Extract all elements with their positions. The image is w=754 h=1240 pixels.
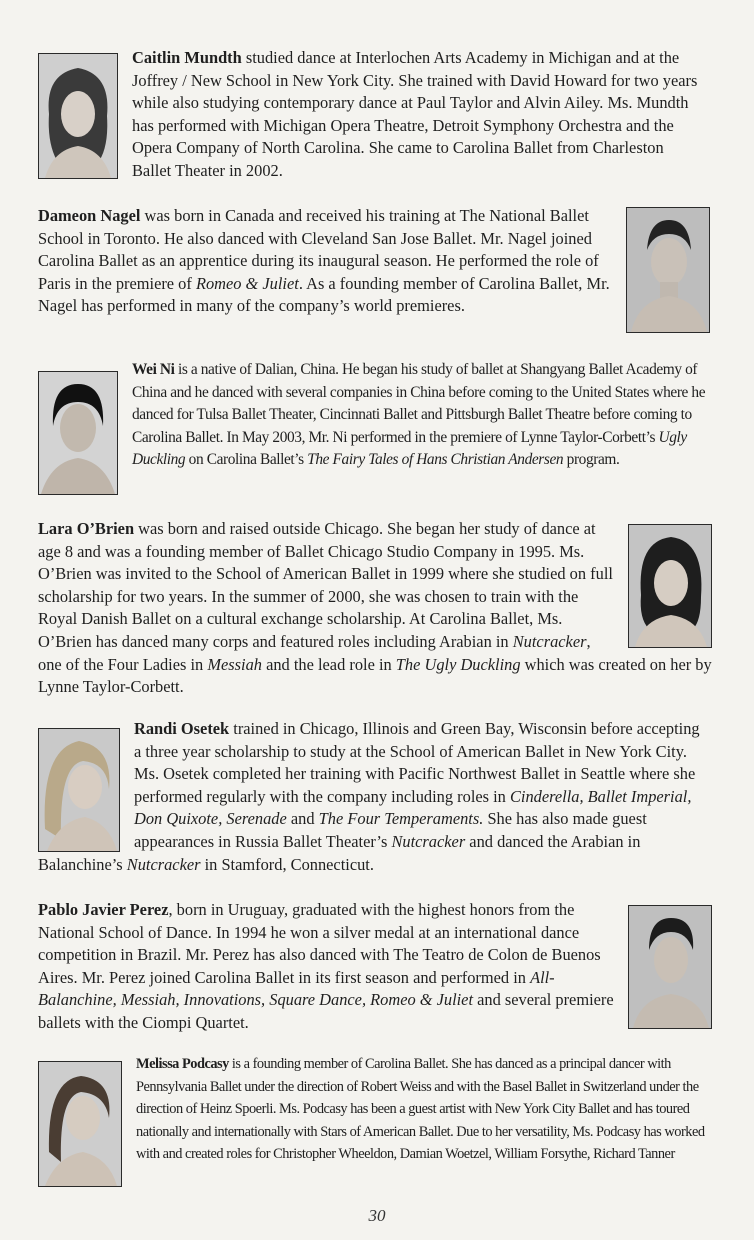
dancer-name: Randi Osetek <box>134 719 230 738</box>
portrait-photo <box>628 905 712 1029</box>
dancer-name: Wei Ni <box>132 361 175 378</box>
bio-text: Melissa Podcasy is a founding member of Carolina Ballet. She has danced as a principal dancer with Pennsylvania Ballet under the direction of Robert Weiss and with the Basel Ballet in Switzerland under the direction of Heinz Spoerli. Ms. Podcasy has been a guest artist with New York City Ballet and has toured nationally and internationally with Stars of American Ballet. Due to her versatility, Ms. Podcasy has worked with and created roles for Christopher Wheeldon, Damian Woetzel, William Forsythe, Richard Tanner <box>136 1056 705 1163</box>
portrait-photo <box>626 207 710 333</box>
bio-randi-osetek <box>38 718 710 876</box>
bio-text: Caitlin Mundth studied dance at Interlochen Arts Academy in Michigan and at the Joffrey / New School in New York City. She trained with David Howard for two years while also studying contemporary dance at Paul Taylor and Alvin Ailey. Ms. Mundth has performed with Michigan Opera Theatre, Detroit Symphony Orchestra and the Opera Company of North Carolina. She came to Carolina Ballet from Charleston Ballet Theater in 2002. <box>132 48 698 180</box>
page-number: 30 <box>368 1206 386 1225</box>
bio-melissa-podcasy <box>38 1053 710 1187</box>
bio-wei-ni <box>38 359 710 495</box>
portrait-photo <box>38 728 120 852</box>
bio-lara-obrien <box>38 518 712 699</box>
bio-text: Lara O’Brien was born and raised outside Chicago. She began her study of dance at age 8 and was a founding member of Ballet Chicago Studio Company in 1995. Ms. O’Brien was invited to the School of American Ballet in 1999 where she studied on full scholarship for two years. In the summer of 2000, she was chosen to train with the Royal Danish Ballet on a cultural exchange scholarship. At Carolina Ballet, Ms. O’Brien has danced many corps and featured roles including Arabian in Nutcracker, one of the Four Ladies in Messiah and the lead role in The Ugly Duckling which was created on her by Lynne Taylor-Corbett. <box>38 519 712 697</box>
bio-text: Wei Ni is a native of Dalian, China. He began his study of ballet at Shangyang Ballet Academy of China and he danced with several companies in China before coming to the United States where he danced for Tulsa Ballet Theater, Cincinnati Ballet and Pittsburgh Ballet Theatre before coming to Carolina Ballet. In May 2003, Mr. Ni performed in the premiere of Lynne Taylor-Corbett’s Ugly Duckling on Carolina Ballet’s The Fairy Tales of Hans Christian Andersen program. <box>132 361 706 469</box>
portrait-photo <box>38 371 118 495</box>
bio-caitlin-mundth <box>38 47 706 183</box>
portrait-photo <box>38 1061 122 1187</box>
dancer-name: Lara O’Brien <box>38 519 135 538</box>
portrait-photo <box>628 524 712 648</box>
bio-pablo-javier-perez <box>38 899 712 1035</box>
dancer-name: Caitlin Mundth <box>132 48 242 67</box>
bio-dameon-nagel <box>38 205 710 333</box>
bio-text: Dameon Nagel was born in Canada and received his training at The National Ballet School in Toronto. He also danced with Cleveland San Jose Ballet. Mr. Nagel joined Carolina Ballet as an apprentice during its inaugural season. He performed the role of Paris in the premiere of Romeo & Juliet. As a founding member of Carolina Ballet, Mr. Nagel has performed in many of the company’s world premieres. <box>38 206 610 316</box>
dancer-name: Pablo Javier Perez <box>38 900 169 919</box>
portrait-photo <box>38 53 118 179</box>
dancer-name: Melissa Podcasy <box>136 1056 229 1072</box>
bio-text: Randi Osetek trained in Chicago, Illinois and Green Bay, Wisconsin before accepting a three year scholarship to study at the School of American Ballet in New York City. Ms. Osetek completed her training with Pacific Northwest Ballet in Seattle where she performed regularly with the company including roles in Cinderella, Ballet Imperial, Don Quixote, Serenade and The Four Temperaments. She has also made guest appearances in Russia Ballet Theater’s Nutcracker and danced the Arabian in Balanchine’s Nutcracker in Stamford, Connecticut. <box>38 719 700 874</box>
bio-text: Pablo Javier Perez, born in Uruguay, graduated with the highest honors from the National School of Dance. In 1994 he won a silver medal at an international dance competition in Brazil. Mr. Perez has also danced with The Teatro de Colon de Buenos Aires. Mr. Perez joined Carolina Ballet in its first season and performed in All-Balanchine, Messiah, Innovations, Square Dance, Romeo & Juliet and several premiere ballets with the Ciompi Quartet. <box>38 900 614 1032</box>
dancer-name: Dameon Nagel <box>38 206 141 225</box>
